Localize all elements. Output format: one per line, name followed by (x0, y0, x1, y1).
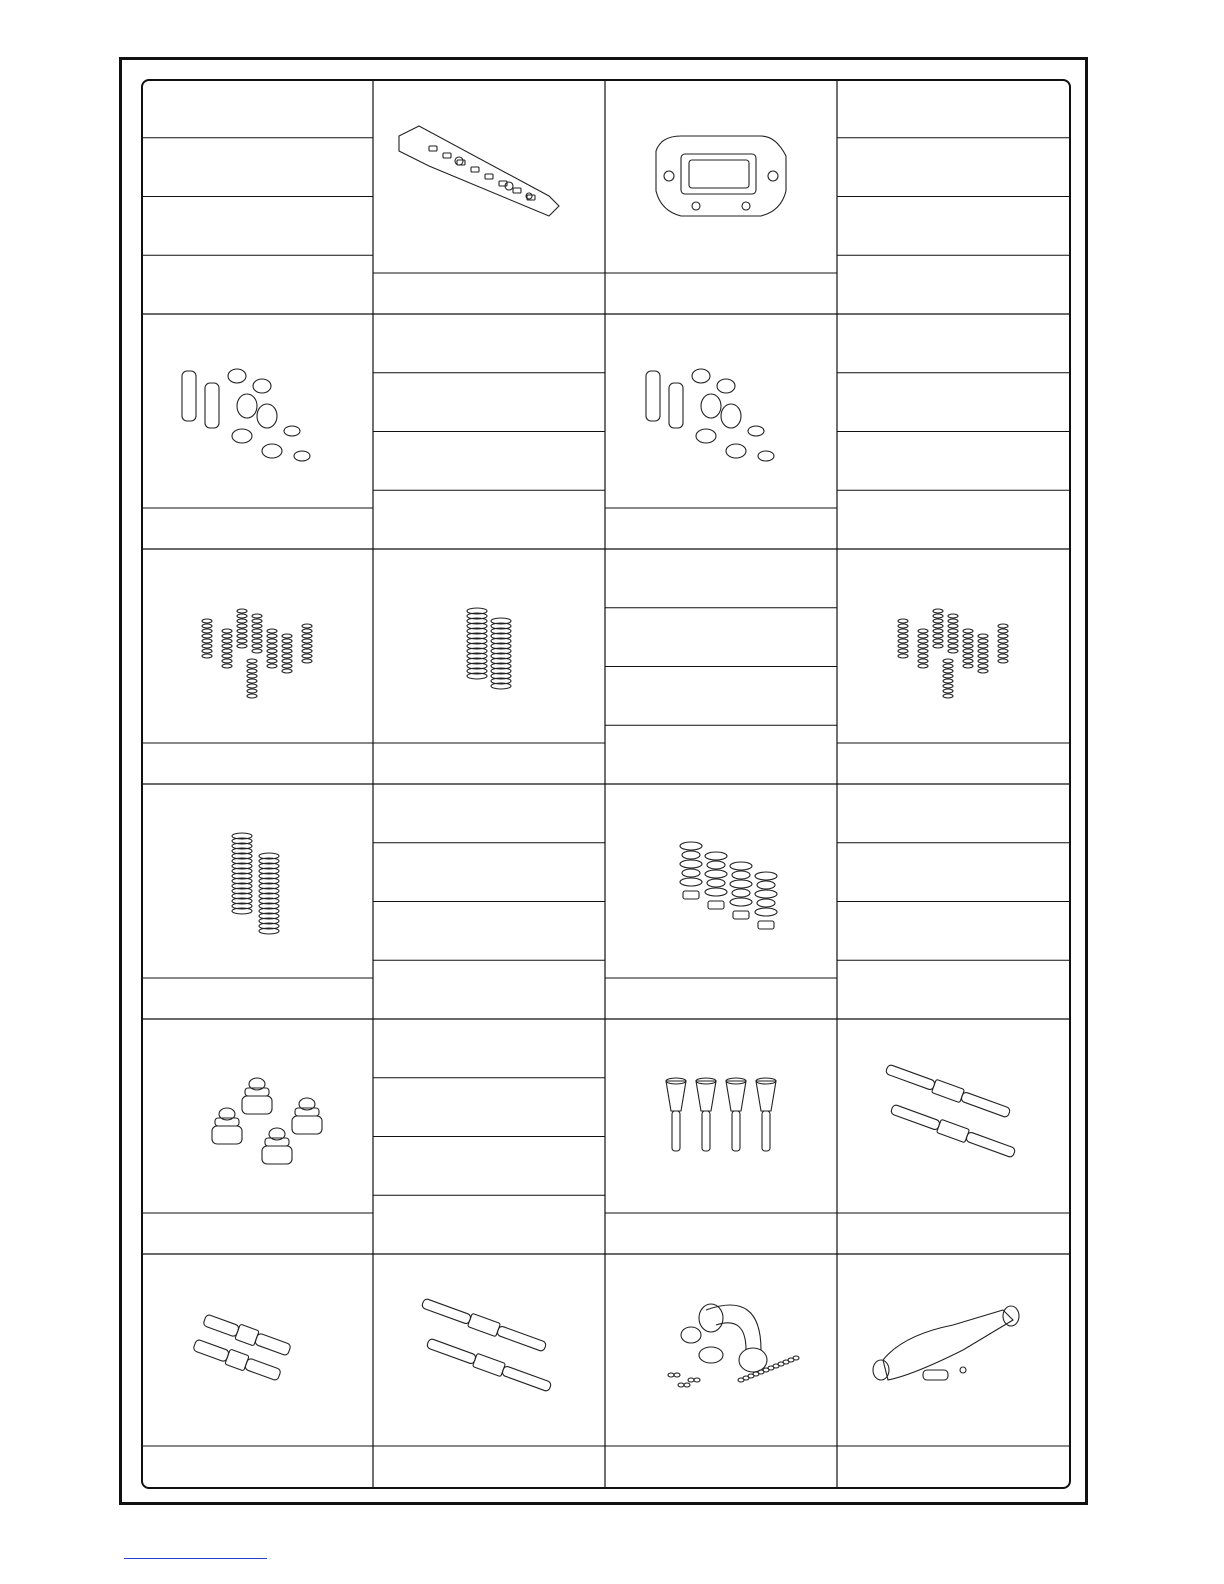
turnbuckles-icon (421, 1296, 553, 1394)
part-cell (605, 369, 837, 508)
text-cell (373, 373, 605, 491)
spring-pair-icon (467, 608, 511, 689)
dust-caps-icon (212, 1078, 322, 1164)
exhaust-manifold-icon (668, 1304, 799, 1387)
part-cell (605, 1304, 837, 1446)
turnbuckles-icon (885, 1062, 1017, 1160)
radio-plate-icon (656, 136, 786, 216)
part-cell (373, 126, 605, 273)
spring-set-icon (202, 609, 312, 698)
parts-grid (141, 79, 1071, 1489)
exhaust-pipe-icon (873, 1306, 1019, 1380)
shock-parts-icon (182, 369, 310, 461)
part-cell (141, 1312, 373, 1446)
part-cell (141, 609, 373, 743)
long-spring-pair-icon (232, 833, 279, 934)
text-cell (605, 608, 837, 726)
text-cell (373, 1078, 605, 1196)
text-cell (837, 373, 1069, 491)
text-cell (373, 843, 605, 961)
part-cell (837, 1062, 1069, 1213)
part-cell (605, 842, 837, 978)
text-cell (141, 138, 373, 256)
text-cell (837, 843, 1069, 961)
pins-icon (666, 1078, 776, 1151)
part-cell (605, 1078, 837, 1213)
text-cell (837, 138, 1069, 256)
part-cell (837, 1306, 1069, 1446)
chassis-plate-icon (399, 126, 559, 216)
part-cell (837, 609, 1069, 743)
part-cell (605, 136, 837, 273)
shock-parts-icon (646, 369, 774, 461)
shock-boots-icon (680, 842, 777, 929)
part-cell (141, 369, 373, 508)
grid-lines (141, 79, 1071, 1489)
spring-set-icon (898, 609, 1008, 698)
part-cell (141, 833, 373, 978)
part-cell (373, 1296, 605, 1446)
part-cell (141, 1078, 373, 1213)
short-turnbuckles-icon (192, 1312, 292, 1383)
footer-link-underline[interactable] (124, 1558, 267, 1559)
part-cell (373, 608, 605, 743)
